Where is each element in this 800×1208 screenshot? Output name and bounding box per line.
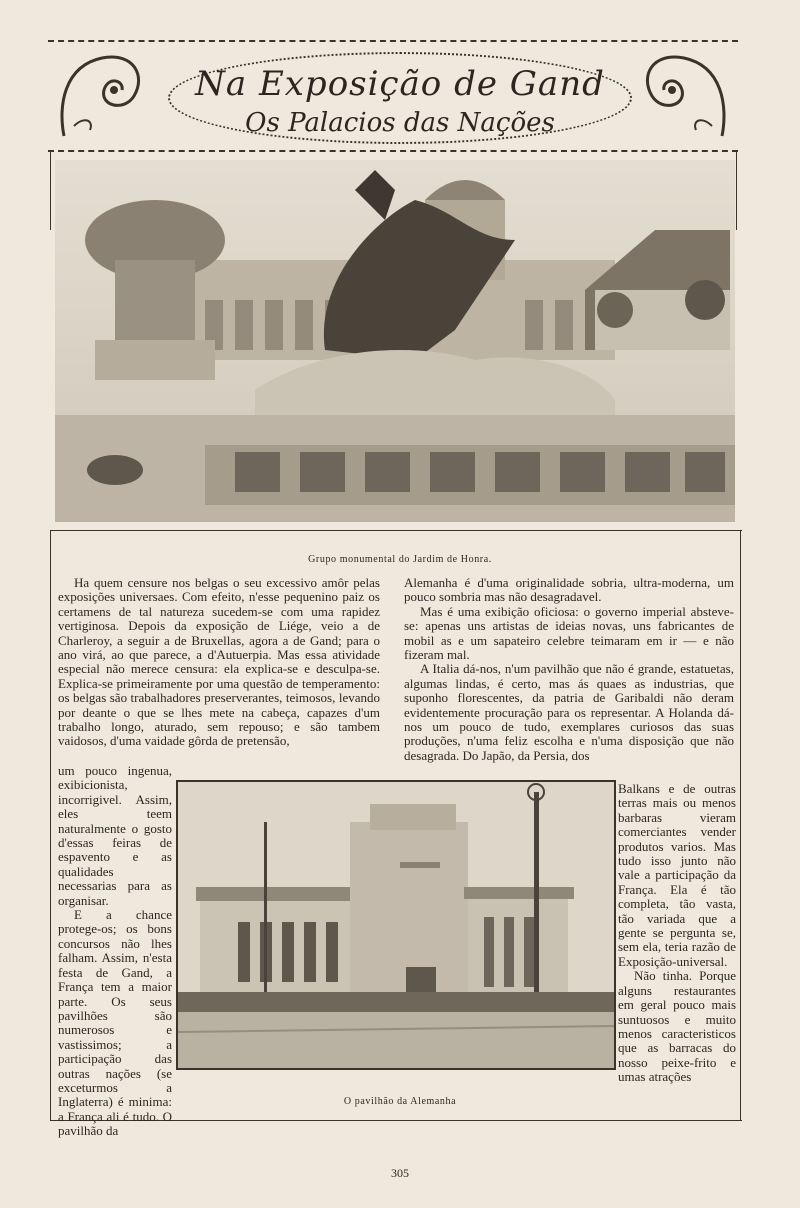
- photo1-caption: Grupo monumental do Jardim de Honra.: [308, 554, 492, 565]
- german-pavilion-photo: [176, 780, 616, 1070]
- right-column-narrow: [618, 782, 736, 1085]
- paragraph: Alemanha é d'uma originalidade sobria, ultra-moderna, um pouco sombria mas não desagradavel.: [404, 575, 734, 605]
- frame-line-left: [50, 530, 51, 1120]
- frame-line-left-top: [50, 150, 51, 230]
- monument-photo: [55, 160, 735, 522]
- page-number: 305: [391, 1166, 409, 1180]
- paragraph: Não tinha. Porque alguns restaurantes em geral pouco mais suntuosos e muito menos caracteristicos que as barracas do nosso peixe-frito e umas atrações: [618, 968, 736, 1085]
- paragraph: Balkans e de outras terras mais ou menos barbaras vieram comerciantes vender produtos varios. Mas tudo isso junto não vale a participação da França. Ela é tão completa, tão vasta, tão variada que a gente se pergunta se, sem ela, teria razão de Exposição-universal.: [618, 781, 736, 969]
- paragraph: E a chance protege-os; os bons concursos não lhes falham. Assim, n'esta festa de Gand, a França tem a maior parte. Os seus pavilhões são numerosos e vastissimos; a participação das outras nações (se exceturmos a Inglaterra) é minima: a França ali é tudo. O pavilhão da: [58, 907, 172, 1139]
- page-title: Na Exposição de Gand: [195, 64, 605, 104]
- title-oval: [168, 52, 632, 144]
- paragraph: um pouco ingenua, exibicionista, incorrigivel. Assim, eles teem naturalmente o gosto d'essas feiras de espavento e as qualidades necessarias para as organisar.: [58, 763, 172, 908]
- left-column-top: [58, 576, 380, 749]
- frame-line-right: [740, 530, 741, 1120]
- right-column-top: [404, 576, 734, 763]
- right-scroll-ornament-icon: [636, 46, 732, 146]
- photo2-caption: O pavilhão da Alemanha: [343, 1096, 457, 1107]
- paragraph: A Italia dá-nos, n'um pavilhão que não é grande, estatuetas, algumas lindas, é certo, mas ás quaes as industrias, que suponho florescentes, da patria de Garibaldi não deram evidentemente procuração para os representar. A Holanda dá-nos um pouco de tudo, exemplares curiosos das suas produções, n'uma feliz escolha e n'uma disposição que não desagrada. Do Japão, da Persia, dos: [404, 661, 734, 763]
- frame-line-middle: [50, 530, 742, 531]
- page-header: [48, 40, 738, 152]
- paragraph: Ha quem censure nos belgas o seu excessivo amôr pelas exposições universaes. Com efeito, n'esse pequenino paiz os certamens de tal natureza sucedem-se com uma rapidez vertiginosa. Depois da exposição de Liége, veio a de Charleroy, a seguir a de Bruxellas, agora a de Gand; para o ano virá, ao que parece, a d'Autuerpia. Mas essa atividade especial não merece censura: ela explica-se e desculpa-se. Explica-se primeiramente por uma questão de temperamento: os belgas são trabalhadores preserverantes, teimosos, levando por deante o que se lhes mete na cabeça, capazes d'um trabalho longo, aturado, sem repouso; e são tambem vaidosos, d'uma vaidade gôrda de pretensão,: [58, 575, 380, 749]
- page-subtitle: Os Palacios das Nações: [245, 108, 555, 138]
- left-scroll-ornament-icon: [54, 46, 150, 146]
- paragraph: Mas é uma exibição oficiosa: o governo imperial absteve-se: apenas uns artistas de ideias novas, uns fabricantes de mobil as e um sapateiro celebre teimaram em ir — e não fizeram mal.: [404, 603, 734, 663]
- left-column-narrow: [58, 764, 172, 1139]
- frame-line-right-top: [736, 150, 737, 230]
